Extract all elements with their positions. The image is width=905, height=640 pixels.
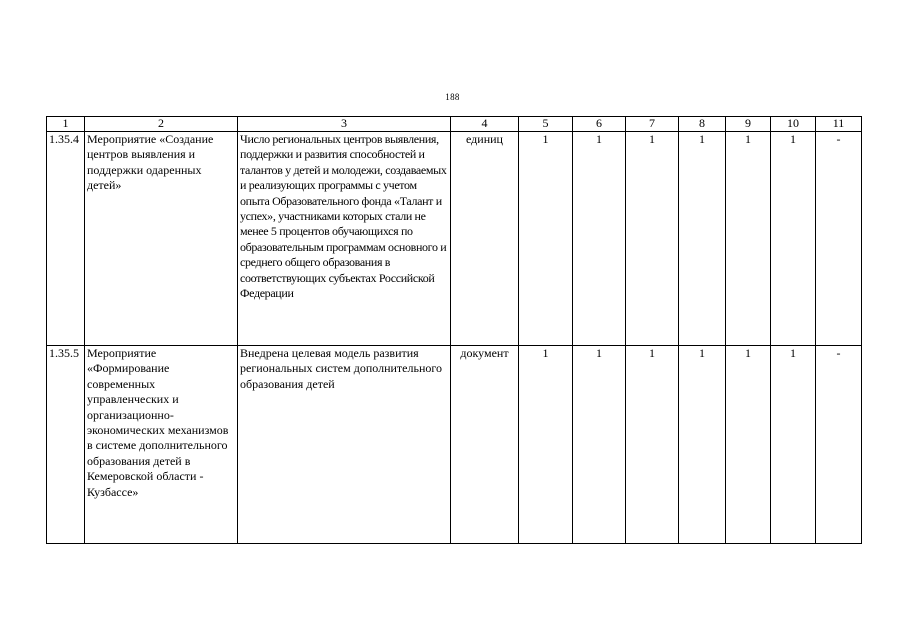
value-cell: 1 [573, 346, 626, 544]
column-header: 5 [519, 117, 573, 132]
value-cell: 1 [771, 132, 816, 346]
column-header: 6 [573, 117, 626, 132]
table-row [47, 346, 862, 544]
value-cell: - [816, 346, 862, 544]
column-header: 1 [47, 117, 85, 132]
column-header: 7 [626, 117, 679, 132]
event-name: Мероприятие «Формирование современных управленческих и организационно-экономических механизмов в системе дополнительного образования детей в Кемеровской области - Кузбассе» [85, 346, 238, 544]
value-cell: - [816, 132, 862, 346]
value-cell: 1 [726, 132, 771, 346]
value-cell: 1 [573, 132, 626, 346]
value-cell: 1 [626, 346, 679, 544]
indicator-text: Число региональных центров выявления, поддержки и развития способностей и талантов у детей и молодежи, создаваемых и реализующих программы с учетом опыта Образовательного фонда «Талант и успех», участниками которых стали не менее 5 процентов обучающихся по образовательным программам основного и среднего общего образования в соответствующих субъектах Российской Федерации [238, 132, 451, 346]
page-number: 188 [445, 92, 460, 102]
value-cell: 1 [771, 346, 816, 544]
indicator-text: Внедрена целевая модель развития региональных систем дополнительного образования детей [238, 346, 451, 544]
column-header: 8 [679, 117, 726, 132]
plan-table [46, 116, 862, 544]
header-row [47, 117, 862, 132]
unit-cell: единиц [451, 132, 519, 346]
table-row [47, 132, 862, 346]
value-cell: 1 [519, 346, 573, 544]
value-cell: 1 [679, 346, 726, 544]
column-header: 11 [816, 117, 862, 132]
value-cell: 1 [679, 132, 726, 346]
value-cell: 1 [726, 346, 771, 544]
event-name: Мероприятие «Создание центров выявления и поддержки одаренных детей» [85, 132, 238, 346]
value-cell: 1 [519, 132, 573, 346]
unit-cell: документ [451, 346, 519, 544]
column-header: 4 [451, 117, 519, 132]
row-number: 1.35.4 [47, 132, 85, 346]
value-cell: 1 [626, 132, 679, 346]
column-header: 2 [85, 117, 238, 132]
column-header: 9 [726, 117, 771, 132]
row-number: 1.35.5 [47, 346, 85, 544]
column-header: 10 [771, 117, 816, 132]
column-header: 3 [238, 117, 451, 132]
